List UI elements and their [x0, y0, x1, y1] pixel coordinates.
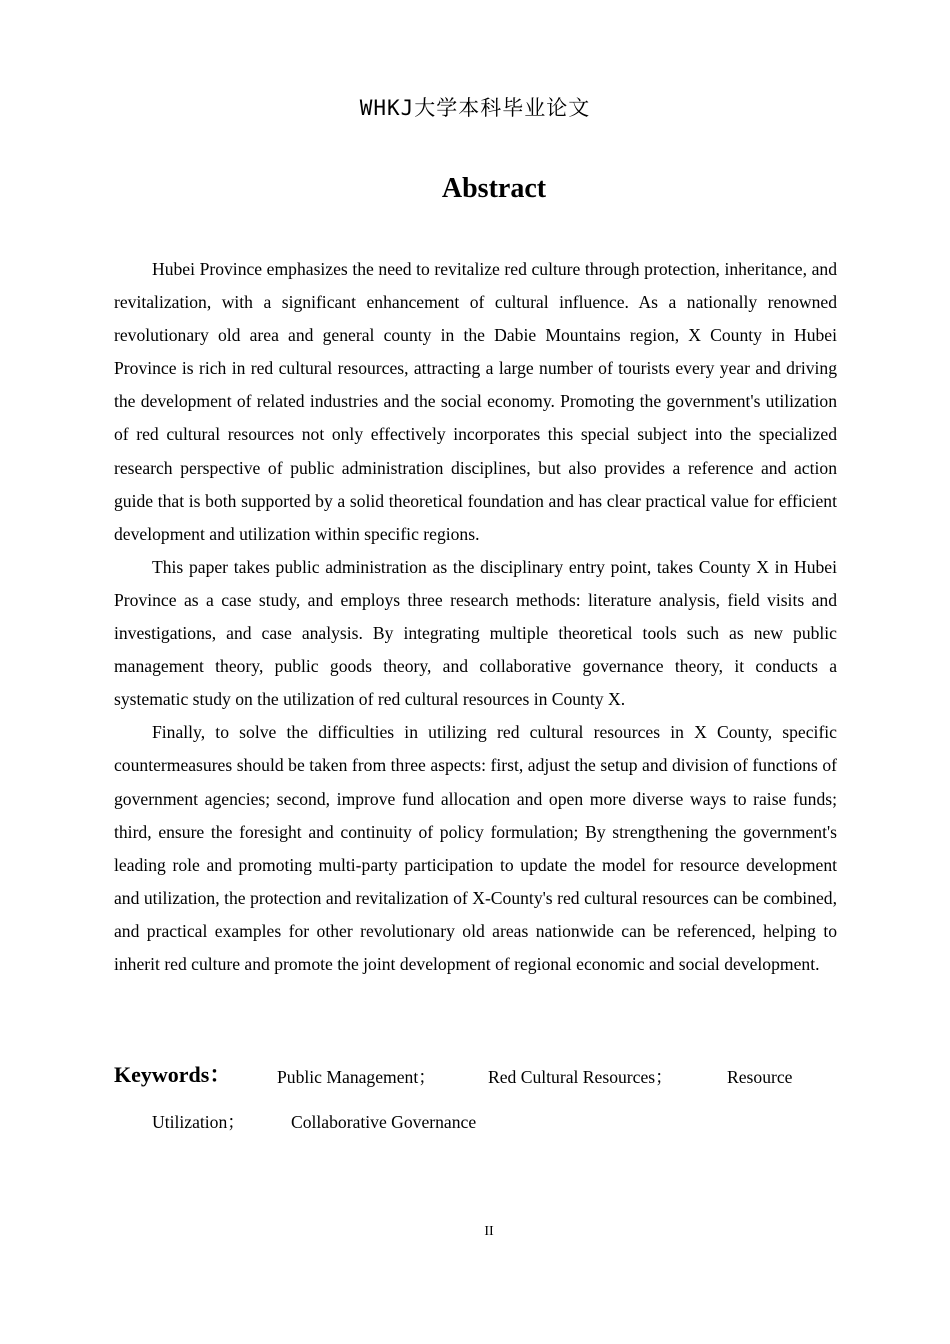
keyword-item: Utilization； [152, 1112, 245, 1132]
abstract-paragraph-2: This paper takes public administration as the disciplinary entry point, takes County X in Hubei Province as a case study, and employs three research methods: literature analysis, field visits and investigations, and case analysis. By integrating multiple theoretical tools such as new public management theory, public goods theory, and collaborative governance theory, it conducts a systematic study on the utilization of red cultural resources in County X. [114, 556, 837, 710]
keywords-row-2 [114, 1102, 837, 1142]
running-header: WHKJ大学本科毕业论文 [359, 96, 591, 120]
abstract-paragraph-3: Finally, to solve the difficulties in utilizing red cultural resources in X County, specific countermeasures should be taken from three aspects: first, adjust the setup and division of functions of government agencies; second, improve fund allocation and open more diverse ways to raise funds; third, ensure the foresight and continuity of policy formulation; By strengthening the government's leading role and promoting multi-party participation to update the model for resource development and utilization, the protection and revitalization of X-County's red cultural resources can be combined, and practical examples for other revolutionary old areas nationwide can be referenced, helping to inherit red culture and promote the joint development of regional economic and social development. [114, 722, 837, 974]
keywords-label: Keywords： [114, 1062, 232, 1087]
keyword-item: Red Cultural Resources； [488, 1067, 673, 1087]
abstract-body [114, 253, 837, 981]
keyword-item: Public Management； [277, 1067, 436, 1087]
keywords-section [114, 1058, 837, 1142]
keyword-item: Resource [727, 1067, 793, 1087]
abstract-paragraph-1: Hubei Province emphasizes the need to revitalize red culture through protection, inheritance, and revitalization, with a significant enhancement of cultural influence. As a nationally renowned revolutionary old area and general county in the Dabie Mountains region, X County in Hubei Province is rich in red cultural resources, attracting a large number of tourists every year and driving the development of related industries and the social economy. Promoting the government's utilization of red cultural resources not only effectively incorporates this special subject into the specialized research perspective of public administration disciplines, but also provides a reference and action guide that is both supported by a solid theoretical foundation and has clear practical value for efficient development and utilization within specific regions. [114, 259, 837, 544]
keywords-row-1 [114, 1058, 837, 1102]
page-title: Abstract [441, 173, 547, 204]
keyword-item: Collaborative Governance [291, 1112, 477, 1132]
page-number: II [484, 1224, 494, 1239]
